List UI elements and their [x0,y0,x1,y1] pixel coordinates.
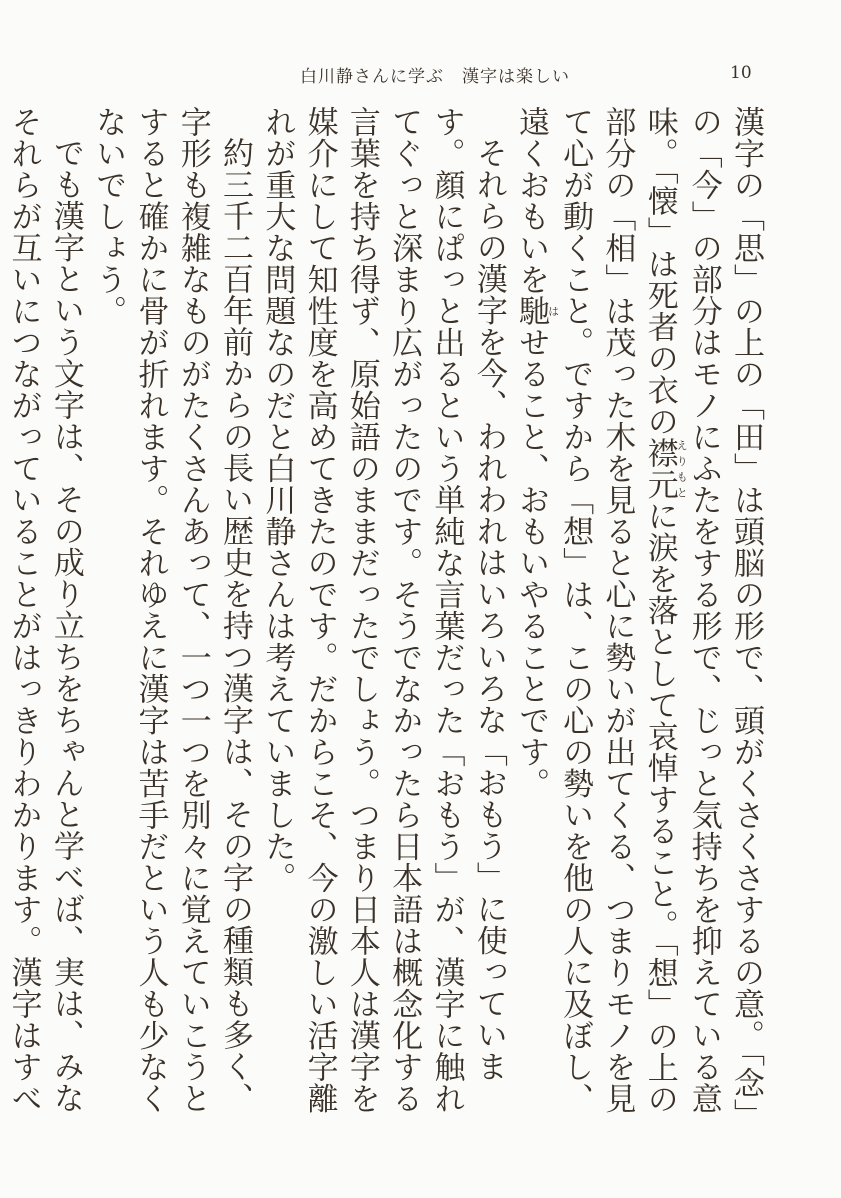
paragraph-1-part-1: 漢字の「思」の上の「田」は頭脳の形で、頭がくさくさするの意。「念」の「今」の部分はモノにふたをする形で、じっと気持ちを抑えている意味。「懐」は死者の衣の [641,106,764,1115]
running-head: 白川静さんに学ぶ 漢字は楽しい [300,67,570,87]
page-number: 10 [730,63,752,83]
paragraph-4: でも漢字という文字は、その成り立ちをちゃんと学べば、実は、みなそれらが互いにつながっていることがはっきりわかります。漢字はすべ [5,106,84,1114]
ruby-eri-moto [641,437,689,500]
ruby-reading-ha: は [546,295,560,327]
body-text [5,106,767,1116]
ruby-base-ha: 馳 [513,295,550,327]
paragraph-3: 約三千二百年前からの長い歴史を持つ漢字は、その字の種類も多く、字形も複雑なものがたくさんあって、一つ一つを別々に覚えていこうとすると確かに骨が折れます。それゆえに漢字は苦手だという人も少なくないでしょう。 [90,106,254,1114]
paragraph-1-part-2: に涙を落として哀悼すること。「想」の上の部分の「相」は茂った木を見ると心に勢いが出てくる、つまりモノを見て心が動くこと。ですから「想」は、この心の勢いを他の人に及ぼし、遠くおもいを [513,106,678,1115]
paragraph-1 [510,106,767,1116]
paragraph-1-part-3: せること、おもいやることです。 [513,326,550,799]
paragraph-2: それらの漢字を今、われわれはいろいろな「おもう」に使っています。顔にぱっと出るという単純な言葉だった「おもう」が、漢字に触れてぐっと深まり広がったのです。そうでなかったら日本語は概念化する言葉を持ち得ず、原始語のままだったでしょう。つまり日本人は漢字を媒介にして知性度を高めてきたのです。だからこそ、今の激しい活字離れが重大な問題なのだと白川静さんは考えていました。 [259,106,507,1114]
ruby-base-erimoto: 襟元 [641,437,678,500]
ruby-ha [513,295,560,327]
ruby-reading-erimoto: えりもと [675,437,689,500]
